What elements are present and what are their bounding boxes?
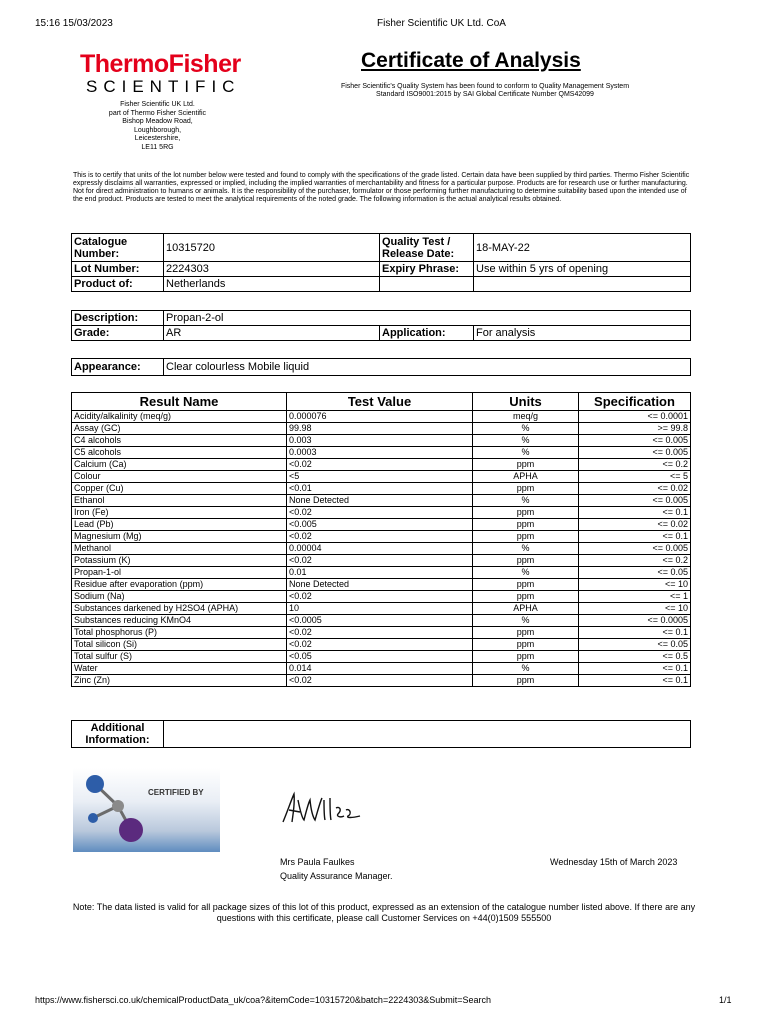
specification-cell: <= 0.1 bbox=[579, 663, 691, 675]
table-row bbox=[72, 567, 691, 579]
signature-date: Wednesday 15th of March 2023 bbox=[550, 857, 678, 867]
description-value: Propan-2-ol bbox=[164, 311, 691, 326]
result-name-cell: Substances reducing KMnO4 bbox=[72, 615, 287, 627]
result-name-cell: Lead (Pb) bbox=[72, 519, 287, 531]
test-value-cell: None Detected bbox=[287, 495, 473, 507]
test-value-cell: <0.02 bbox=[287, 459, 473, 471]
catalogue-label: Catalogue Number: bbox=[72, 234, 164, 262]
header-result-name: Result Name bbox=[72, 393, 287, 411]
table-row bbox=[72, 423, 691, 435]
test-value-cell: <0.02 bbox=[287, 627, 473, 639]
units-cell: ppm bbox=[473, 591, 579, 603]
specification-cell: <= 0.005 bbox=[579, 543, 691, 555]
address-line: Loughborough, bbox=[133, 126, 182, 134]
results-table bbox=[71, 392, 691, 687]
header-test-value: Test Value bbox=[287, 393, 473, 411]
table-row bbox=[72, 447, 691, 459]
specification-cell: <= 5 bbox=[579, 471, 691, 483]
test-value-cell: <0.02 bbox=[287, 507, 473, 519]
appearance-label: Appearance: bbox=[72, 359, 164, 376]
results-body bbox=[72, 411, 691, 687]
table-row bbox=[72, 435, 691, 447]
table-row bbox=[72, 459, 691, 471]
application-value: For analysis bbox=[474, 326, 691, 341]
empty-cell bbox=[380, 277, 474, 292]
table-row bbox=[72, 543, 691, 555]
certification-intro: This is to certify that units of the lot number below were tested and found to comply with the specifications of the grade listed. Certain data have been supplied by third parties. Thermo Fisher Scientific expressly disclaims all warranties, expressed or implied, including the implied warranties of merchantability and fitness for a particular purpose. Products are for research use or further manufacturing. Not for direct administration to humans or animals. It is the responsibility of the purchaser, formulator or those performing further manufacturing to determine suitability based upon the intended use of the end product. Products are tested to meet the analytical requirements of the noted grade. The following information is the actual analytical results obtained. bbox=[73, 172, 690, 203]
specification-cell: <= 0.1 bbox=[579, 507, 691, 519]
test-value-cell: 0.000076 bbox=[287, 411, 473, 423]
appearance-table bbox=[71, 358, 691, 376]
empty-cell bbox=[474, 277, 691, 292]
specification-cell: <= 0.1 bbox=[579, 531, 691, 543]
result-name-cell: Calcium (Ca) bbox=[72, 459, 287, 471]
company-address bbox=[95, 101, 220, 152]
specification-cell: <= 0.1 bbox=[579, 675, 691, 687]
catalogue-value: 10315720 bbox=[164, 234, 380, 262]
specification-cell: <= 0.005 bbox=[579, 495, 691, 507]
specification-cell: <= 0.005 bbox=[579, 447, 691, 459]
test-value-cell: 0.00004 bbox=[287, 543, 473, 555]
units-cell: % bbox=[473, 495, 579, 507]
result-name-cell: Sodium (Na) bbox=[72, 591, 287, 603]
additional-info-value bbox=[164, 721, 691, 748]
units-cell: ppm bbox=[473, 459, 579, 471]
result-name-cell: Substances darkened by H2SO4 (APHA) bbox=[72, 603, 287, 615]
result-name-cell: Potassium (K) bbox=[72, 555, 287, 567]
molecule-icon bbox=[73, 768, 220, 852]
address-line: Bishop Meadow Road, bbox=[122, 118, 193, 125]
test-value-cell: <0.02 bbox=[287, 675, 473, 687]
specification-cell: <= 0.0001 bbox=[579, 411, 691, 423]
test-value-cell: None Detected bbox=[287, 579, 473, 591]
units-cell: ppm bbox=[473, 531, 579, 543]
signatory-role: Quality Assurance Manager. bbox=[280, 871, 393, 881]
result-name-cell: Acidity/alkalinity (meq/g) bbox=[72, 411, 287, 423]
table-row bbox=[72, 651, 691, 663]
lot-value: 2224303 bbox=[164, 262, 380, 277]
units-cell: % bbox=[473, 435, 579, 447]
header-specification: Specification bbox=[579, 393, 691, 411]
result-name-cell: Magnesium (Mg) bbox=[72, 531, 287, 543]
release-value: 18-MAY-22 bbox=[474, 234, 691, 262]
result-name-cell: Total silicon (Si) bbox=[72, 639, 287, 651]
result-name-cell: Total sulfur (S) bbox=[72, 651, 287, 663]
result-name-cell: Copper (Cu) bbox=[72, 483, 287, 495]
address-line: Leicestershire, bbox=[134, 135, 181, 142]
grade-label: Grade: bbox=[72, 326, 164, 341]
print-datetime: 15:16 15/03/2023 bbox=[35, 18, 113, 29]
specification-cell: <= 0.1 bbox=[579, 627, 691, 639]
units-cell: meq/g bbox=[473, 411, 579, 423]
units-cell: APHA bbox=[473, 471, 579, 483]
lot-label: Lot Number: bbox=[72, 262, 164, 277]
specification-cell: <= 1 bbox=[579, 591, 691, 603]
expiry-label: Expiry Phrase: bbox=[380, 262, 474, 277]
grade-value: AR bbox=[164, 326, 380, 341]
specification-cell: <= 0.2 bbox=[579, 459, 691, 471]
test-value-cell: <0.005 bbox=[287, 519, 473, 531]
address-line: part of Thermo Fisher Scientific bbox=[108, 109, 207, 117]
table-row bbox=[72, 591, 691, 603]
quality-statement: Fisher Scientific's Quality System has been found to conform to Quality Management System Standard ISO9001:2015 by SAI Global Certificate Number QMS42099 bbox=[340, 83, 630, 98]
test-value-cell: 0.01 bbox=[287, 567, 473, 579]
test-value-cell: <0.01 bbox=[287, 483, 473, 495]
specification-cell: >= 99.8 bbox=[579, 423, 691, 435]
test-value-cell: <5 bbox=[287, 471, 473, 483]
print-title: Fisher Scientific UK Ltd. CoA bbox=[377, 18, 506, 29]
units-cell: ppm bbox=[473, 519, 579, 531]
document-title: Certificate of Analysis bbox=[361, 49, 581, 72]
table-row bbox=[72, 411, 691, 423]
units-cell: % bbox=[473, 447, 579, 459]
appearance-value: Clear colourless Mobile liquid bbox=[164, 359, 691, 376]
header-units: Units bbox=[473, 393, 579, 411]
table-row bbox=[72, 507, 691, 519]
signatory-name: Mrs Paula Faulkes bbox=[280, 857, 355, 867]
result-name-cell: Propan-1-ol bbox=[72, 567, 287, 579]
specification-cell: <= 0.02 bbox=[579, 519, 691, 531]
table-row bbox=[72, 471, 691, 483]
units-cell: ppm bbox=[473, 507, 579, 519]
page-number: 1/1 bbox=[719, 995, 732, 1005]
result-name-cell: Residue after evaporation (ppm) bbox=[72, 579, 287, 591]
page-url: https://www.fishersci.co.uk/chemicalProductData_uk/coa?&itemCode=10315720&batch=2224303&Submit=Search bbox=[35, 995, 492, 1005]
result-name-cell: Total phosphorus (P) bbox=[72, 627, 287, 639]
table-row bbox=[72, 663, 691, 675]
result-name-cell: Iron (Fe) bbox=[72, 507, 287, 519]
address-line: LE11 5RG bbox=[141, 143, 174, 151]
expiry-value: Use within 5 yrs of opening bbox=[474, 262, 691, 277]
logo-scientific: SCIENTIFIC bbox=[86, 77, 241, 96]
logo-thermofisher: ThermoFisher bbox=[80, 50, 241, 78]
additional-info-table bbox=[71, 720, 691, 748]
table-row bbox=[72, 603, 691, 615]
specification-cell: <= 0.05 bbox=[579, 639, 691, 651]
description-label: Description: bbox=[72, 311, 164, 326]
specification-cell: <= 0.2 bbox=[579, 555, 691, 567]
result-name-cell: Assay (GC) bbox=[72, 423, 287, 435]
description-table bbox=[71, 310, 691, 341]
result-name-cell: Zinc (Zn) bbox=[72, 675, 287, 687]
units-cell: % bbox=[473, 423, 579, 435]
units-cell: ppm bbox=[473, 579, 579, 591]
test-value-cell: 99.98 bbox=[287, 423, 473, 435]
test-value-cell: <0.02 bbox=[287, 531, 473, 543]
release-label: Quality Test / Release Date: bbox=[380, 234, 474, 262]
table-row bbox=[72, 555, 691, 567]
result-name-cell: C4 alcohols bbox=[72, 435, 287, 447]
specification-cell: <= 0.02 bbox=[579, 483, 691, 495]
units-cell: % bbox=[473, 543, 579, 555]
additional-info-label: Additional Information: bbox=[72, 721, 164, 748]
result-name-cell: Ethanol bbox=[72, 495, 287, 507]
product-info-table bbox=[71, 233, 691, 292]
test-value-cell: 10 bbox=[287, 603, 473, 615]
table-row bbox=[72, 531, 691, 543]
result-name-cell: Methanol bbox=[72, 543, 287, 555]
units-cell: ppm bbox=[473, 627, 579, 639]
units-cell: ppm bbox=[473, 555, 579, 567]
units-cell: ppm bbox=[473, 675, 579, 687]
result-name-cell: C5 alcohols bbox=[72, 447, 287, 459]
table-row bbox=[72, 615, 691, 627]
test-value-cell: <0.02 bbox=[287, 639, 473, 651]
signature-image bbox=[280, 790, 370, 830]
specification-cell: <= 0.005 bbox=[579, 435, 691, 447]
test-value-cell: 0.014 bbox=[287, 663, 473, 675]
units-cell: % bbox=[473, 663, 579, 675]
table-row bbox=[72, 495, 691, 507]
specification-cell: <= 10 bbox=[579, 579, 691, 591]
test-value-cell: <0.02 bbox=[287, 555, 473, 567]
certified-by-text: CERTIFIED BY bbox=[148, 788, 204, 797]
units-cell: ppm bbox=[473, 639, 579, 651]
certified-by-logo bbox=[73, 768, 220, 852]
specification-cell: <= 0.5 bbox=[579, 651, 691, 663]
table-row bbox=[72, 579, 691, 591]
test-value-cell: 0.0003 bbox=[287, 447, 473, 459]
result-name-cell: Water bbox=[72, 663, 287, 675]
units-cell: ppm bbox=[473, 483, 579, 495]
application-label: Application: bbox=[380, 326, 474, 341]
test-value-cell: 0.003 bbox=[287, 435, 473, 447]
test-value-cell: <0.0005 bbox=[287, 615, 473, 627]
table-row bbox=[72, 627, 691, 639]
specification-cell: <= 10 bbox=[579, 603, 691, 615]
units-cell: % bbox=[473, 615, 579, 627]
table-row bbox=[72, 519, 691, 531]
units-cell: APHA bbox=[473, 603, 579, 615]
address-line: Fisher Scientific UK Ltd. bbox=[120, 101, 195, 108]
table-row bbox=[72, 639, 691, 651]
table-row bbox=[72, 675, 691, 687]
validity-note: Note: The data listed is valid for all package sizes of this lot of this product, expressed as an extension of the catalogue number listed above. If there are any questions with this certificate, please call Customer Services on +44(0)1509 555500 bbox=[72, 902, 696, 923]
result-name-cell: Colour bbox=[72, 471, 287, 483]
units-cell: ppm bbox=[473, 651, 579, 663]
specification-cell: <= 0.05 bbox=[579, 567, 691, 579]
table-row bbox=[72, 483, 691, 495]
specification-cell: <= 0.0005 bbox=[579, 615, 691, 627]
units-cell: % bbox=[473, 567, 579, 579]
product-of-value: Netherlands bbox=[164, 277, 380, 292]
product-of-label: Product of: bbox=[72, 277, 164, 292]
test-value-cell: <0.02 bbox=[287, 591, 473, 603]
test-value-cell: <0.05 bbox=[287, 651, 473, 663]
